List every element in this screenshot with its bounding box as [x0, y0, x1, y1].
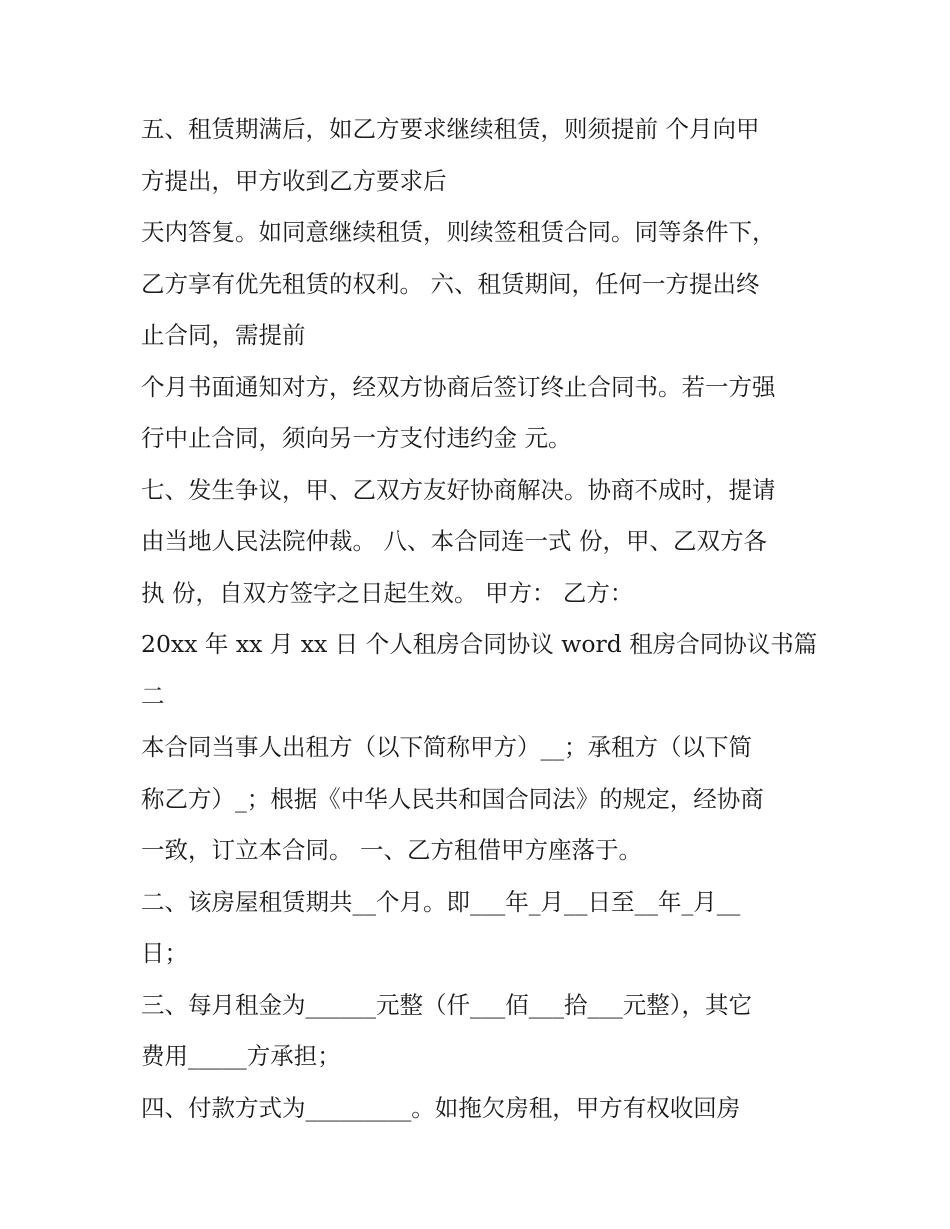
text-line: 五、租赁期满后，如乙方要求继续租赁，则须提前 个月向甲	[141, 115, 760, 143]
text-line: 费用_____方承担；	[141, 1042, 341, 1070]
text-line: 方提出，甲方收到乙方要求后	[141, 166, 447, 195]
text-line: 本合同当事人出租方（以下简称甲方）__；承租方（以下简	[141, 733, 752, 761]
text-line: 七、发生争议，甲、乙双方友好协商解决。协商不成时，提请	[141, 475, 776, 504]
text-line: 执 份，自双方签字之日起生效。 甲方： 乙方：	[141, 578, 634, 607]
text-line: 乙方享有优先租赁的权利。 六、租赁期间，任何一方提出终	[141, 269, 760, 298]
text-line: 称乙方）_；根据《中华人民共和国合同法》的规定，经协商	[141, 784, 764, 813]
text-line: 行中止合同，须向另一方支付违约金 元。	[141, 424, 572, 452]
document-body	[141, 104, 821, 1134]
text-line: 日；	[141, 939, 188, 967]
text-line: 个月书面通知对方，经双方协商后签订终止合同书。若一方强	[141, 372, 776, 401]
text-line: 二、该房屋租赁期共__个月。即___年_月__日至__年_月__	[141, 887, 741, 916]
text-line: 天内答复。如同意继续租赁，则续签租赁合同。同等条件下，	[141, 218, 776, 246]
text-line: 一致，订立本合同。 一、乙方租借甲方座落于。	[141, 836, 642, 864]
text-line: 三、每月租金为______元整（仟___佰___拾___元整），其它	[141, 990, 752, 1019]
text-line: 二	[141, 681, 165, 710]
text-line: 由当地人民法院仲裁。 八、本合同连一式 份，甲、乙双方各	[141, 527, 767, 555]
text-line: 20xx 年 xx 月 xx 日 个人租房合同协议 word 租房合同协议书篇	[141, 630, 818, 658]
text-line: 止合同，需提前	[141, 321, 306, 349]
text-line: 四、付款方式为_________。如拖欠房租，甲方有权收回房	[141, 1093, 741, 1122]
